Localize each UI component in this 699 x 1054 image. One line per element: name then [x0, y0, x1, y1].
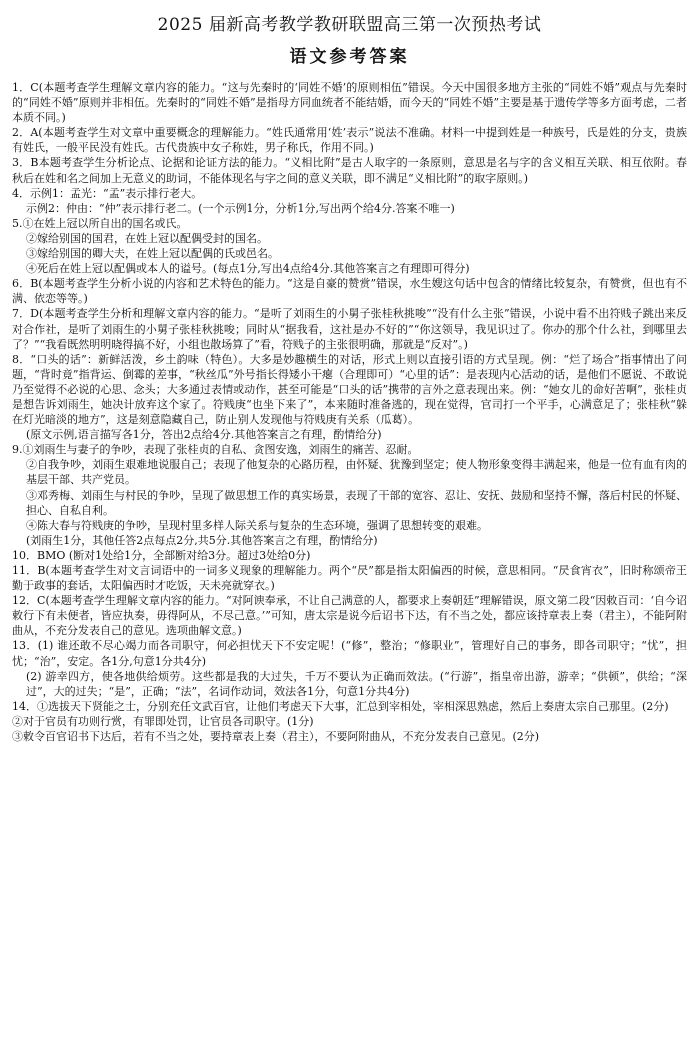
answer-q8-scoring: (原文示例,语言描写各1分，答出2点给4分.其他答案言之有理，酌情给分): [26, 428, 382, 442]
answer-q4-example2: 示例2：仲由：“仲”表示排行老二。(一个示例1分，分析1分,写出两个给4分.答案不唯一): [26, 201, 455, 215]
answer-key-title: 语文参考答案: [289, 47, 410, 67]
answer-q7: 7．D(本题考查学生分析和理解文章内容的能力。“是听了刘雨生的小舅子张桂秋挑唆”“没有什么主张”错误，小说中看不出符贱子跳出来反对合作社，是听了刘雨生的小舅子张桂秋挑唆；同时从“据我看，这社是办不好的”“你这领导，我见识过了。你办的那个什么社，到哪里去了？”“我看既然明明晓得搞不好，小组也散场算了”看，符贱子的主张很明确，那就是“反对”。): [12, 307, 687, 351]
answer-q11: 11．B(本题考查学生对文言词语中的一词多义现象的理解能力。两个“昃”都是指太阳偏西的时候，意思相同。“昃食宵衣”，旧时称颂帝王勤于政事的套话，太阳偏西时才吃饭，天未亮就穿衣。): [12, 564, 687, 593]
answer-q9-point3: ③邓秀梅、刘雨生与村民的争吵，呈现了做思想工作的真实场景，表现了干部的宽容、忍让、安抚、鼓励和坚持不懈，落后村民的怀疑、担心、自私自利。: [26, 488, 687, 517]
answer-q14-point1: 14．①选拔天下贤能之士，分别充任文武百官，让他们考虑天下大事，汇总到宰相处，宰相深思熟虑，然后上奏唐太宗自己那里。(2分): [12, 699, 669, 713]
answer-q5-point1: 5.①在姓上冠以所自出的国名或氏。: [12, 216, 188, 230]
answer-q8: 8．“口头的话”：新鲜活泼，乡土韵味（特色）。大多是妙趣横生的对话，形式上则以直接引语的方式呈现。例：“烂了场合”指事情出了问题，“背时竟”指背运、倒霉的差事，“秋丝瓜”外号指长得矮小干瘪（合理即可）“心里的话”：是表现内心活动的话，是他们不愿说、不敢说乃至觉得不必说的心思、念头；大多通过表情或动作，甚至可能是“口头的话”携带的言外之意表现出来。例：“她女儿的命好苦啊”，张桂贞是想告诉刘雨生，她决计放弃这个家了。符贱庚“也坐下来了”，本来随时准备逃的，现在觉得，官司打一个平手，心满意足了；张桂秋“躲在灯光暗淡的地方”，这是刻意隐藏自己，防止别人发现他与符贱庚有关系（瓜葛）。: [12, 352, 687, 427]
answer-q3: 3．B本题考查学生分析论点、论据和论证方法的能力。“义相比附”是古人取字的一条原则，意思是名与字的含义相互关联、相互依附。春秋后在姓和名之间加上无意义的助词，不能体现名与字之间的意义关联，即不满足“义相比附”的取字原则。): [12, 156, 687, 185]
answer-content: [12, 80, 687, 744]
answer-q2: 2．A(本题考查学生对文章中重要概念的理解能力。“姓氏通常用‘姓’表示”说法不准确。材料一中提到姓是一种族号，氏是姓的分支，贵族有姓氏，一般平民没有姓氏。古代贵族中女子称姓，男子称氏，作用不同。): [12, 126, 687, 155]
answer-q13-part2: (2) 游幸四方，使各地供给烦劳。这些都是我的大过失，千万不要认为正确而效法。(“行游”，指皇帝出游，游幸；“供顿”，供给；“深过”，大的过失；“是”，正确；“法”，名词作动词，效法各1分，句意1分共4分): [26, 669, 687, 698]
exam-title: 2025 届新高考教学教研联盟高三第一次预热考试: [157, 15, 542, 35]
answer-q13-part1: 13．(1) 谁还敢不尽心竭力而各司职守，何必担忧天下不安定呢！(“修”，整治；“修职业”，管理好自己的事务，即各司职守；“忧”，担忧；“治”，安定。各1分,句意1分共4分): [12, 639, 687, 668]
answer-q14-point2: ②对于官员有功则行赏，有罪即处罚，让官员各司职守。(1分): [12, 714, 314, 728]
answer-q14-point3: ③敕令百官诏书下达后，若有不当之处，要持章表上奏（君主），不要阿附曲从，不充分发表自己意见。(2分): [12, 730, 540, 744]
answer-q9-scoring: (刘雨生1分，其他任答2点每点2分,共5分.其他答案言之有理，酌情给分): [26, 533, 378, 547]
answer-q5-point2: ②嫁给别国的国君，在姓上冠以配偶受封的国名。: [26, 231, 268, 245]
answer-q9-point1: 9.①刘雨生与妻子的争吵，表现了张桂贞的自私、贪图安逸，刘雨生的痛苦、忍耐。: [12, 443, 419, 457]
answer-q9-point2: ②自我争吵，刘雨生艰难地说服自己；表现了他复杂的心路历程，由怀疑、犹豫到坚定；使人物形象变得丰满起来，他是一位有血有肉的基层干部、共产党员。: [26, 458, 687, 487]
answer-q12: 12．C(本题考查学生理解文章内容的能力。“对阿谀奉承，不让自己满意的人，都要求上奏朝廷”理解错误，原文第二段“因敕百司：‘自今诏敕行下有未便者，皆应执奏，毋得阿从，不尽己意。’”可知，唐太宗是说今后诏书下达，有不当之处，都应该持章表上奏（君主），不能阿附曲从，不充分发表自己的意见。选项曲解文意。): [12, 594, 687, 638]
answer-q10: 10．BMO (断对1处给1分，全部断对给3分。超过3处给0分): [12, 548, 311, 562]
answer-q1: 1．C(本题考查学生理解文章内容的能力。“这与先秦时的‘同姓不婚’的原则相伍”错误。今天中国很多地方主张的“同姓不婚”观点与先秦时的“同姓不婚”原则并非相伍。先秦时的“同姓不婚”是指母方同血统者不能结婚，而今天的“同姓不婚”主要是基于遗传学等多方面考虑，二者本质不同。): [12, 81, 687, 125]
answer-q5-point3: ③嫁给别国的卿大夫，在姓上冠以配偶的氏或邑名。: [26, 247, 279, 261]
answer-q6: 6．B(本题考查学生分析小说的内容和艺术特色的能力。“这是自豪的赞赏”错误，水生嫂这句话中包含的情绪比较复杂，有赞赏，但也有不满、依恋等等。): [12, 277, 687, 306]
answer-q5-point4: ④死后在姓上冠以配偶或本人的谥号。(每点1分,写出4点给4分.其他答案言之有理即可得分): [26, 262, 470, 276]
answer-q9-point4: ④陈大春与符贱庚的争吵，呈现村里多样人际关系与复杂的生态环境，强调了思想转变的艰难。: [26, 518, 488, 532]
answer-q4-example1: 4．示例1：孟光：“孟”表示排行老大。: [12, 186, 203, 200]
